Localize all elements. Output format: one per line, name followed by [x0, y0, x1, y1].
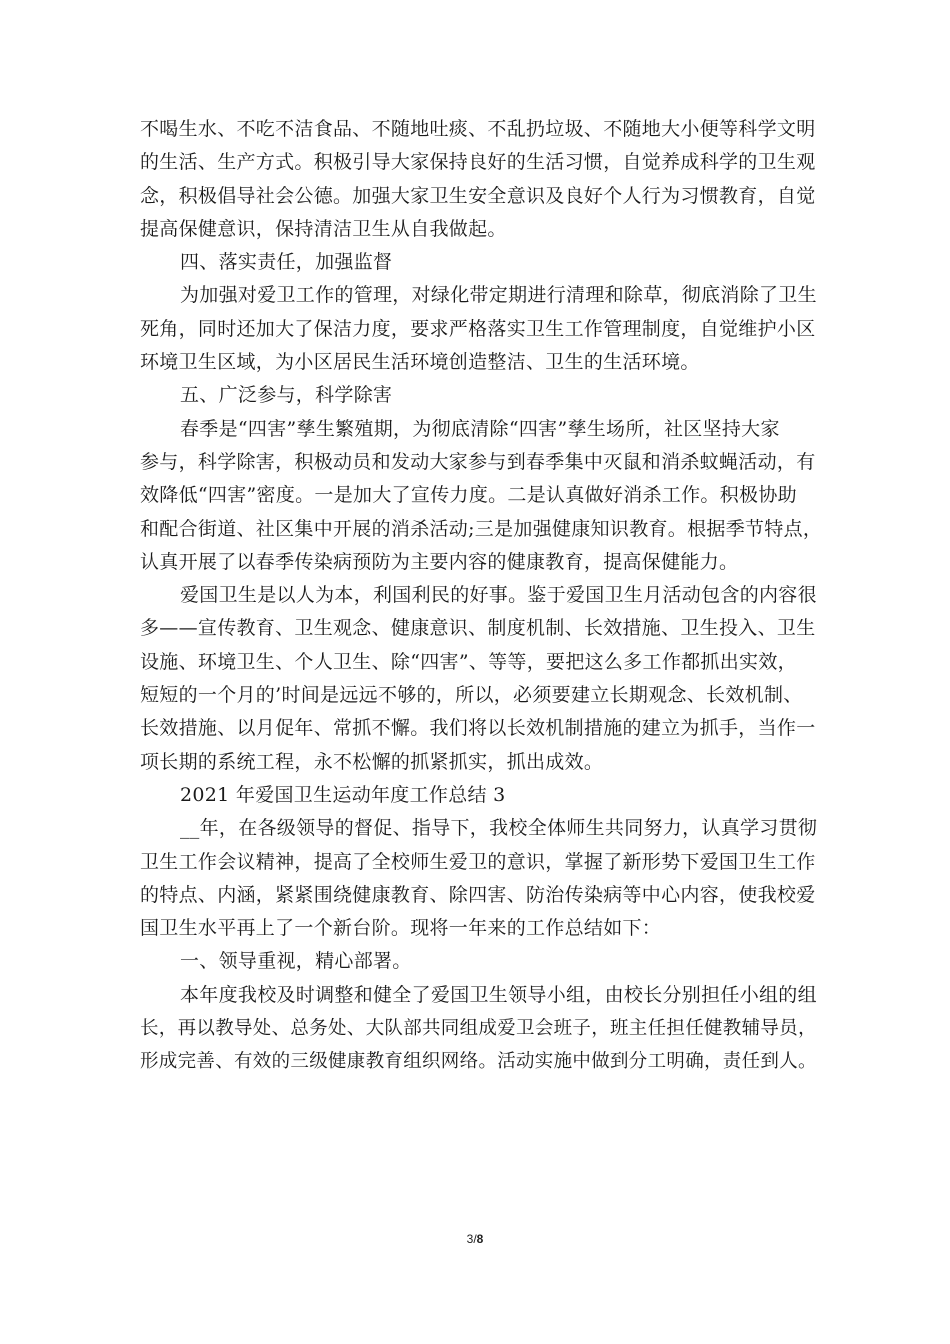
text-line: 国卫生水平再上了一个新台阶。现将一年来的工作总结如下： — [140, 917, 662, 940]
text-line: 爱国卫生是以人为本，利国利民的好事。鉴于爱国卫生月活动包含的内容很 — [180, 584, 817, 607]
text-line: 的生活、生产方式。积极引导大家保持良好的生活习惯，自觉养成科学的卫生观 — [140, 151, 816, 174]
text-line: 为加强对爱卫工作的管理，对绿化带定期进行清理和除草，彻底消除了卫生 — [180, 284, 817, 307]
text-line: 参与，科学除害，积极动员和发动大家参与到春季集中灭鼠和消杀蚊蝇活动，有 — [140, 450, 816, 473]
text-line: 长效措施、以月促年、常抓不懈。我们将以长效机制措施的建立为抓手，当作一 — [140, 717, 816, 740]
text-line: 念，积极倡导社会公德。加强大家卫生安全意识及良好个人行为习惯教育，自觉 — [140, 184, 816, 207]
text-line: 和配合街道、社区集中开展的消杀活动;三是加强健康知识教育。根据季节特点， — [140, 517, 823, 540]
page-number-total: 8 — [476, 1232, 484, 1246]
text-line: 2021 年爱国卫生运动年度工作总结 3 — [180, 783, 506, 806]
text-line: __年，在各级领导的督促、指导下，我校全体师生共同努力，认真学习贯彻 — [180, 817, 818, 840]
text-line: 死角，同时还加大了保洁力度，要求严格落实卫生工作管理制度，自觉维护小区 — [140, 317, 816, 340]
text-line: 认真开展了以春季传染病预防为主要内容的健康教育，提高保健能力。 — [140, 550, 739, 573]
page-number — [0, 1232, 950, 1246]
text-line: 不喝生水、不吃不洁食品、不随地吐痰、不乱扔垃圾、不随地大小便等科学文明 — [140, 118, 816, 140]
text-line: 效降低“四害”密度。一是加大了宣传力度。二是认真做好消杀工作。积极协助 — [140, 484, 797, 507]
text-line: 的特点、内涵，紧紧围绕健康教育、除四害、防治传染病等中心内容，使我校爱 — [140, 883, 816, 906]
text-line: 一、领导重视，精心部署。 — [180, 950, 412, 973]
text-line: 形成完善、有效的三级健康教育组织网络。活动实施中做到分工明确，责任到人。 — [140, 1051, 817, 1073]
text-line: 四、落实责任，加强监督 — [180, 251, 393, 274]
document-body — [140, 113, 830, 1079]
text-line: 卫生工作会议精神，提高了全校师生爱卫的意识，掌握了新形势下爱国卫生工作 — [140, 850, 816, 873]
text-line: 环境卫生区域，为小区居民生活环境创造整洁、卫生的生活环境。 — [140, 351, 700, 374]
text-line: 提高保健意识，保持清洁卫生从自我做起。 — [140, 217, 507, 240]
text-line: 春季是“四害”孳生繁殖期，为彻底清除“四害”孳生场所，社区坚持大家 — [180, 417, 780, 440]
text-line: 长，再以教导处、总务处、大队部共同组成爱卫会班子，班主任担任健教辅导员， — [140, 1018, 817, 1040]
text-line: 短短的一个月的’时间是远远不够的，所以，必须要建立长期观念、长效机制、 — [140, 684, 803, 707]
text-line: 本年度我校及时调整和健全了爱国卫生领导小组，由校长分别担任小组的组 — [180, 983, 817, 1006]
text-line: 多——宣传教育、卫生观念、健康意识、制度机制、长效措施、卫生投入、卫生 — [140, 617, 816, 640]
text-line: 设施、环境卫生、个人卫生、除“四害”、等等，要把这么多工作都抓出实效， — [140, 650, 797, 673]
page-number-current: 3/ — [466, 1232, 477, 1246]
text-line: 项长期的系统工程，永不松懈的抓紧抓实，抓出成效。 — [140, 750, 604, 773]
text-line: 五、广泛参与，科学除害 — [180, 384, 393, 407]
